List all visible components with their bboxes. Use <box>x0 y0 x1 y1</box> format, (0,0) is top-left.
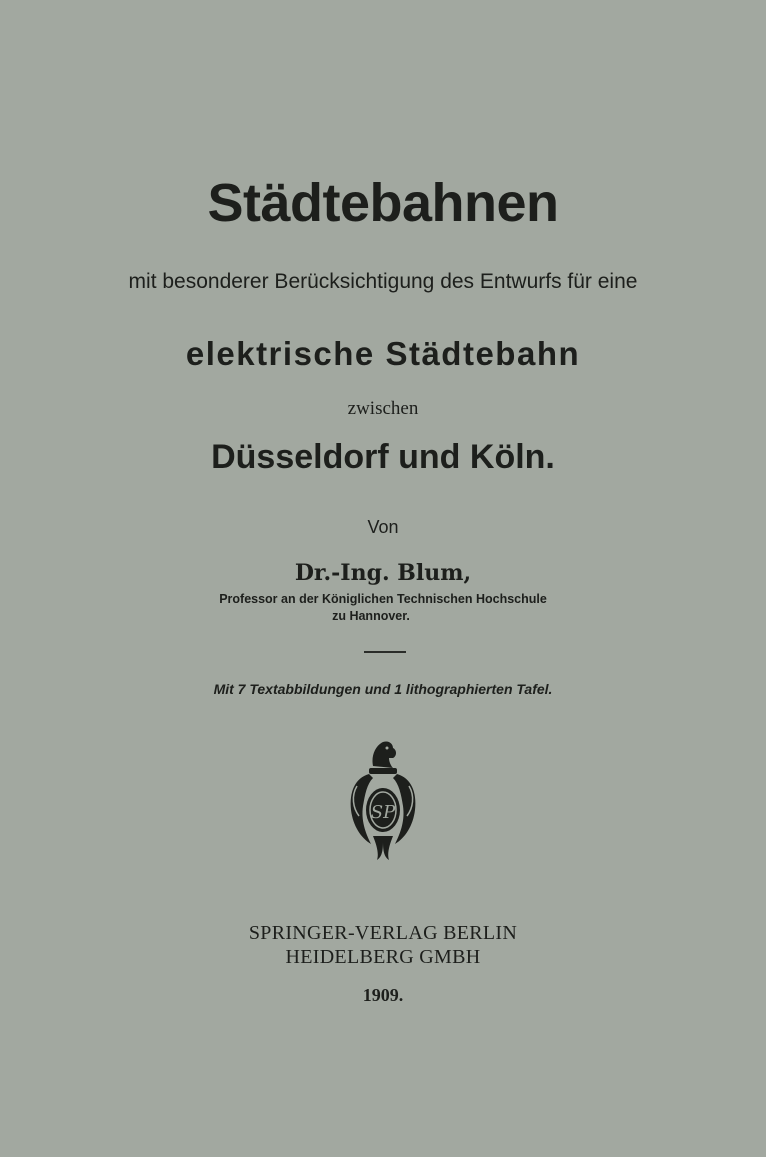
subtitle-line-4: Düsseldorf und Köln. <box>211 438 555 476</box>
author-name: Dr.-Ing. Blum, <box>294 560 472 586</box>
publisher-line-1: SPRINGER-VERLAG BERLIN <box>248 922 518 944</box>
publication-year: 1909. <box>362 985 404 1005</box>
subtitle-line-3: zwischen <box>347 398 419 419</box>
book-title: Städtebahnen <box>207 173 559 233</box>
divider-rule <box>364 651 406 653</box>
subtitle-line-2: elektrische Städtebahn <box>185 335 581 372</box>
publisher-line-2: HEIDELBERG GMBH <box>285 946 481 968</box>
springer-knight-emblem-icon <box>343 736 423 864</box>
affiliation-line-1: Professor an der Königlichen Technischen Hochschule <box>219 592 547 606</box>
subtitle-line-1: mit besonderer Berücksichtigung des Entwurfs für eine <box>128 270 638 293</box>
illustrations-note: Mit 7 Textabbildungen und 1 lithographierten Tafel. <box>213 681 553 697</box>
svg-text:SP: SP <box>370 802 396 823</box>
by-label: Von <box>367 517 399 537</box>
affiliation-line-2: zu Hannover. <box>332 609 410 623</box>
